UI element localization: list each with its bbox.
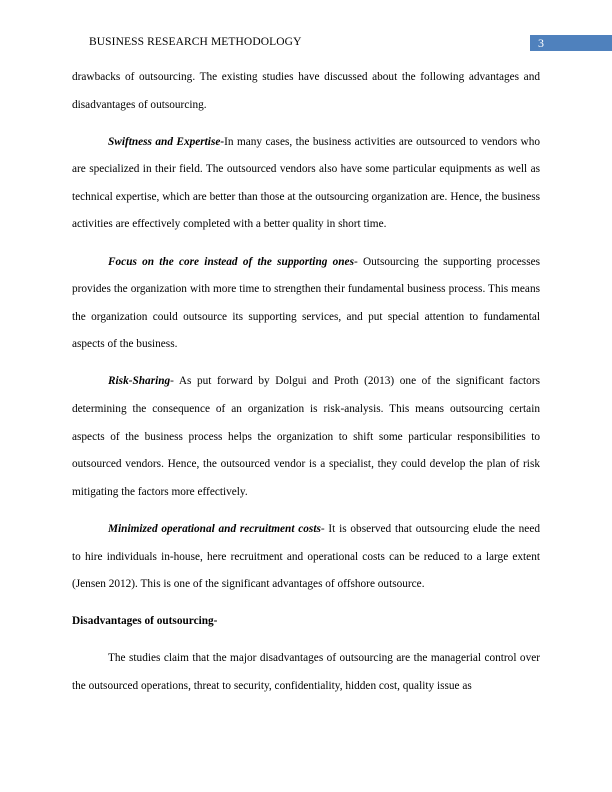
page-number: 3	[538, 36, 544, 50]
paragraph-minimized-costs	[72, 516, 540, 599]
paragraph-lead: Swiftness and Expertise-	[108, 135, 225, 148]
paragraph-lead: Risk-Sharing	[108, 375, 171, 388]
body-text	[72, 64, 540, 700]
paragraph-text: - Outsourcing the supporting processes provides the organization with more time to strengthen their fundamental business process. This means the organization could outsource its supporting services, and put special attention to fundamental aspects of the business.	[72, 255, 540, 351]
paragraph-text: In many cases, the business activities are outsourced to vendors who are specialized in their field. The outsourced vendors also have some particular equipments as well as technical expertise, which are better than those at the outsourcing organization are. Hence, the business activities are effectively completed with a better quality in short time.	[72, 135, 540, 231]
paragraph-swiftness-expertise	[72, 129, 540, 239]
section-heading-disadvantages: Disadvantages of outsourcing-	[72, 615, 218, 628]
page-number-bar	[530, 35, 612, 51]
paragraph-text: - It is observed that outsourcing elude the need to hire individuals in-house, here recruitment and operational costs can be reduced to a large extent (Jensen 2012). This is one of the significant advantages of offshore outsource.	[72, 522, 540, 591]
closing-paragraph: The studies claim that the major disadvantages of outsourcing are the managerial control over the outsourced operations, threat to security, confidentiality, hidden cost, quality issue as	[72, 652, 540, 692]
running-head: BUSINESS RESEARCH METHODOLOGY	[89, 36, 302, 48]
paragraph-risk-sharing	[72, 368, 540, 506]
paragraph-text: - As put forward by Dolgui and Proth (2013) one of the significant factors determining the consequence of an organization is risk-analysis. This means outsourcing certain aspects of the business process helps the organization to shift some particular responsibilities to outsourced vendors. Hence, the outsourced vendor is a specialist, they could develop the plan of risk mitigating the factors more effectively.	[72, 375, 540, 498]
paragraph-lead: Focus on the core instead of the supporting ones	[108, 255, 354, 268]
intro-paragraph: drawbacks of outsourcing. The existing studies have discussed about the following advantages and disadvantages of outsourcing.	[72, 71, 540, 111]
paragraph-focus-core	[72, 249, 540, 359]
paragraph-lead: Minimized operational and recruitment costs	[108, 522, 321, 535]
